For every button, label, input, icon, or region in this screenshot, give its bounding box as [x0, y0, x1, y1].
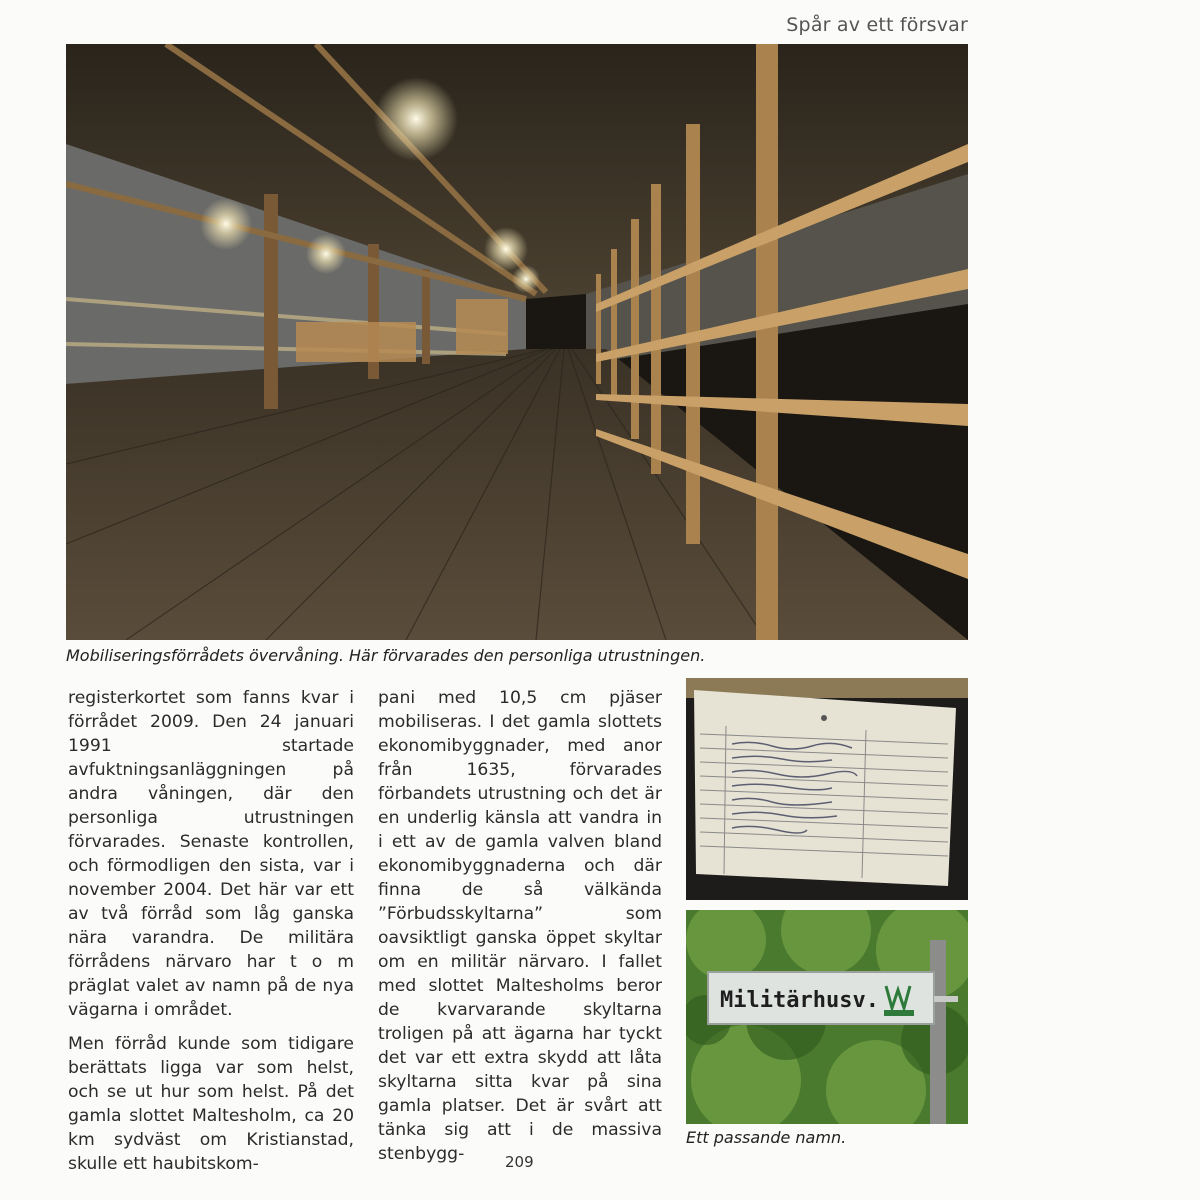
paragraph: Men förråd kunde som tidigare berättats ligga var som helst, och se ut hur som helst. På det gamla slottet Maltesholm, ca 20 km sydväst om Kristianstad, skulle ett haubitskom-	[68, 1034, 354, 1174]
sign-text: Militärhusv.	[720, 988, 879, 1013]
paragraph: registerkortet som fanns kvar i förrådet 2009. Den 24 januari 1991 startade avfuktningsanläggningen på andra våningen, där den personliga utrustningen förvarades. Senaste kontrollen, och förmodligen den sista, var i november 2004. Det här var ett av två förråd som låg ganska nära varandra. De militära förrådens närvaro har t o m präglat valet av namn på de nya vägarna i området.	[68, 688, 354, 1020]
text-column-2	[378, 686, 662, 1176]
page-number: 209	[505, 1153, 534, 1171]
text-column-1	[68, 686, 354, 1186]
street-sign-photo	[686, 910, 968, 1124]
paragraph: pani med 10,5 cm pjäser mobiliseras. I det gamla slottets ekonomibyggnader, med anor från 1635, förvarades förbandets utrustning och det är en underlig känsla att vandra in i ett av de gamla valven bland ekonomibyggnaderna och där finna de så välkända ”Förbudsskyltarna” som oavsiktligt ganska öppet skyltar om en militär närvaro. I fallet med slottet Maltesholms beror de kvarvarande skyltarna troligen på att ägarna har tyckt det var ett extra skydd att låta skyltarna sitta kvar på sina gamla platser. Det är svårt att tänka sig att i de massiva stenbygg-	[378, 688, 662, 1164]
running-header: Spår av ett försvar	[786, 14, 968, 36]
register-card-photo	[686, 678, 968, 900]
storage-attic-photo	[66, 44, 968, 640]
main-photo-caption: Mobiliseringsförrådets övervåning. Här förvarades den personliga utrustningen.	[66, 646, 706, 665]
sign-photo-caption: Ett passande namn.	[686, 1128, 847, 1147]
